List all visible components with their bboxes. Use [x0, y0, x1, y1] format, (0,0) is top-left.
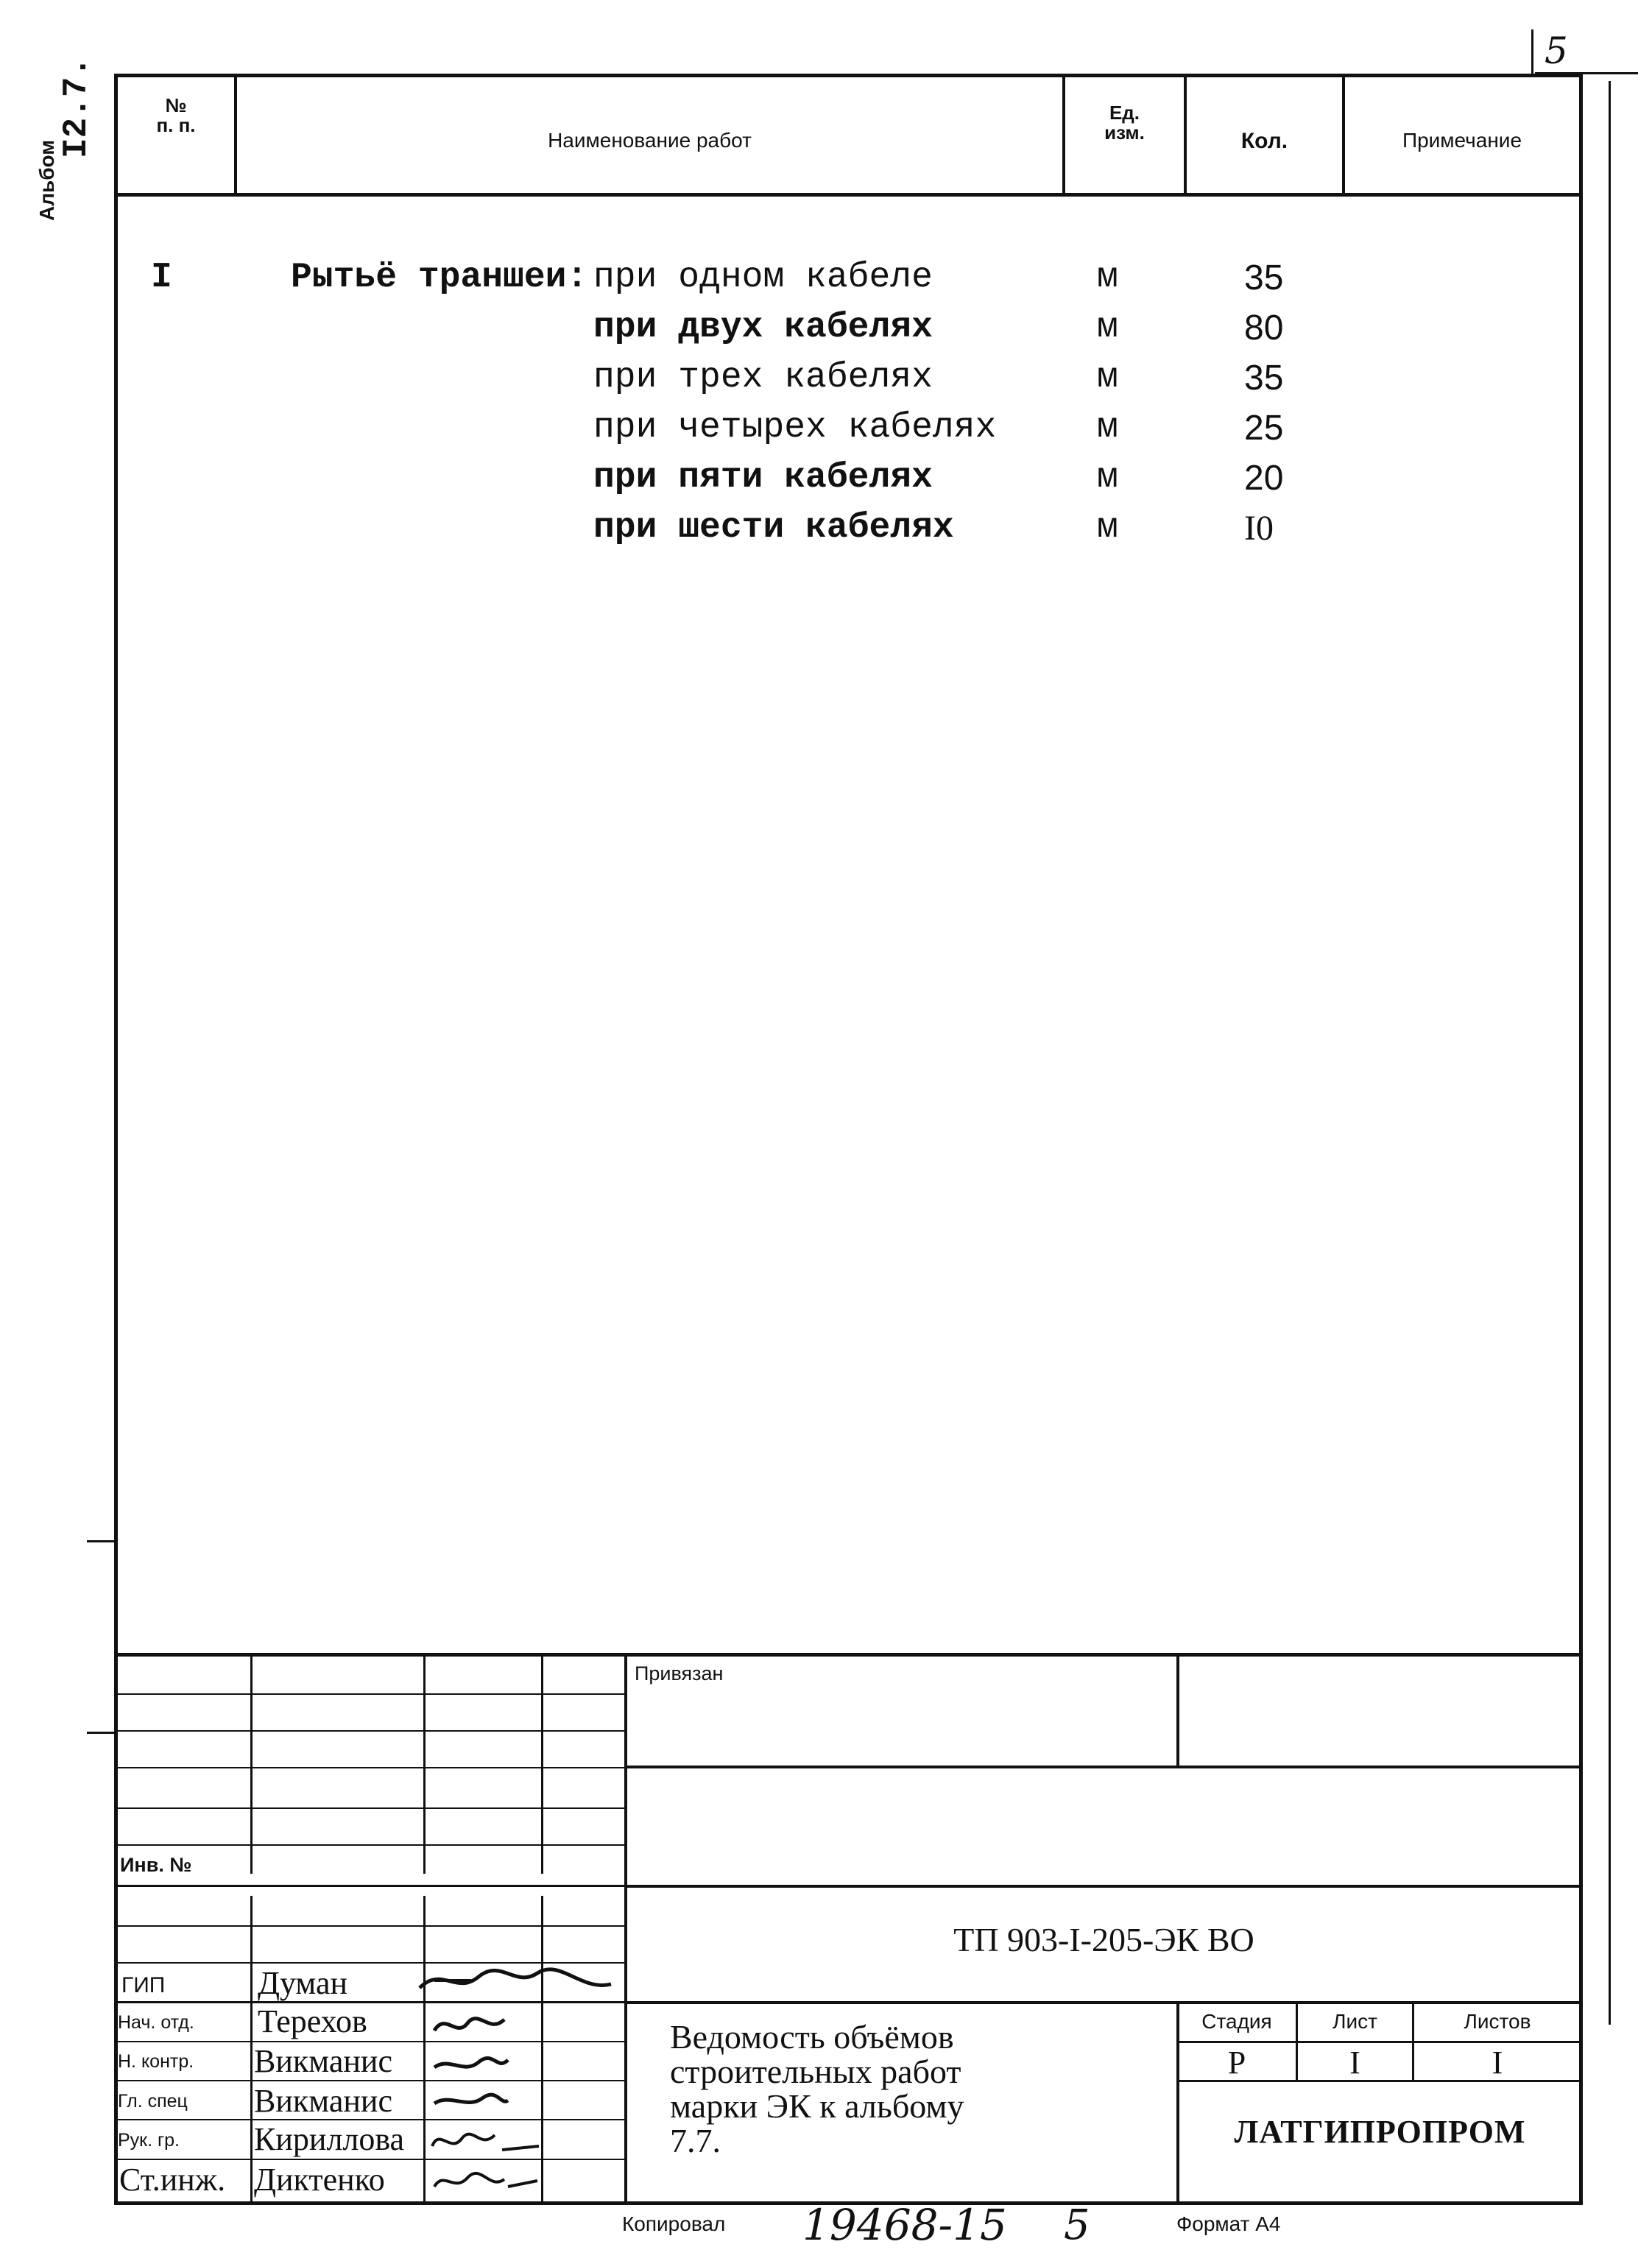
- signer-name: Викманис: [254, 2043, 392, 2079]
- signer-role: Ст.инж.: [119, 2162, 226, 2198]
- item-number: I: [151, 258, 172, 297]
- row-qty: 35: [1244, 359, 1284, 398]
- stamp-title-line: строительных работ: [670, 2053, 961, 2090]
- row-text: при трех кабелях: [593, 358, 933, 398]
- signature-image: [431, 2165, 541, 2201]
- copied-label: Копировал: [622, 2212, 726, 2235]
- row-text: при пяти кабелях: [593, 458, 933, 498]
- row-text: при двух кабелях: [593, 308, 933, 348]
- row-qty: I0: [1244, 509, 1274, 548]
- privyazan-label: Привязан: [635, 1662, 724, 1685]
- stamp-title-line: 7.7.: [670, 2122, 721, 2159]
- header-name: Наименование работ: [548, 129, 752, 152]
- header-unit: Ед. изм.: [1104, 102, 1145, 144]
- signer-name: Терехов: [258, 2003, 367, 2039]
- signer-role: Нач. отд.: [118, 2012, 194, 2033]
- copy-number: 19468-15: [802, 2200, 1007, 2250]
- signature-image: [431, 2087, 512, 2120]
- stage-value: Р: [1227, 2045, 1246, 2081]
- sheets-label: Листов: [1464, 2010, 1531, 2033]
- sheet-label: Лист: [1332, 2010, 1377, 2033]
- signer-role: Н. контр.: [118, 2051, 194, 2072]
- signer-role: Рук. гр.: [118, 2130, 180, 2151]
- row-text: при шести кабелях: [593, 508, 954, 548]
- header-note: Примечание: [1402, 129, 1522, 152]
- row-unit: м: [1097, 508, 1118, 548]
- row-qty: 25: [1244, 409, 1284, 448]
- inv-no-label: Инв. №: [120, 1854, 192, 1876]
- signer-role: ГИП: [121, 1973, 166, 1997]
- row-unit: м: [1097, 308, 1118, 348]
- album-label: Альбом: [35, 140, 58, 221]
- corner-mark: 5: [1545, 29, 1568, 72]
- signer-name: Диктенко: [254, 2162, 385, 2198]
- row-unit: м: [1097, 358, 1118, 398]
- row-qty: 35: [1244, 258, 1284, 297]
- format-label: Формат А4: [1176, 2212, 1281, 2235]
- stage-label: Стадия: [1201, 2010, 1272, 2033]
- row-qty: 20: [1244, 459, 1284, 498]
- row-unit: м: [1097, 408, 1118, 448]
- row-unit: м: [1097, 458, 1118, 498]
- signature-image: [428, 2124, 546, 2161]
- header-qty: Кол.: [1240, 129, 1288, 153]
- stamp-title-line: марки ЭК к альбому: [670, 2087, 964, 2125]
- doc-code: ТП 903-I-205-ЭК ВО: [953, 1921, 1254, 1958]
- item-title: Рытьё траншеи:: [291, 258, 588, 297]
- organization-name: ЛАТГИПРОПРОМ: [1234, 2114, 1526, 2150]
- row-text: при четырех кабелях: [593, 408, 997, 448]
- signer-name: Думан: [258, 1965, 348, 2001]
- copy-page: 5: [1064, 2201, 1090, 2249]
- sheets-value: I: [1492, 2045, 1503, 2081]
- sheet-value: I: [1349, 2045, 1360, 2081]
- signature-image: [431, 2049, 512, 2082]
- signature-image: [412, 1958, 618, 2006]
- header-num: № п. п.: [156, 94, 196, 137]
- signer-role: Гл. спец: [118, 2091, 188, 2112]
- row-qty: 80: [1244, 308, 1284, 348]
- row-unit: м: [1097, 258, 1118, 297]
- album-number: I2.7.: [57, 56, 96, 158]
- signature-image: [431, 2008, 512, 2045]
- row-text: при одном кабеле: [593, 258, 933, 297]
- stamp-title-line: Ведомость объёмов: [670, 2018, 954, 2056]
- signer-name: Викманис: [254, 2083, 392, 2119]
- signer-name: Кириллова: [254, 2121, 405, 2157]
